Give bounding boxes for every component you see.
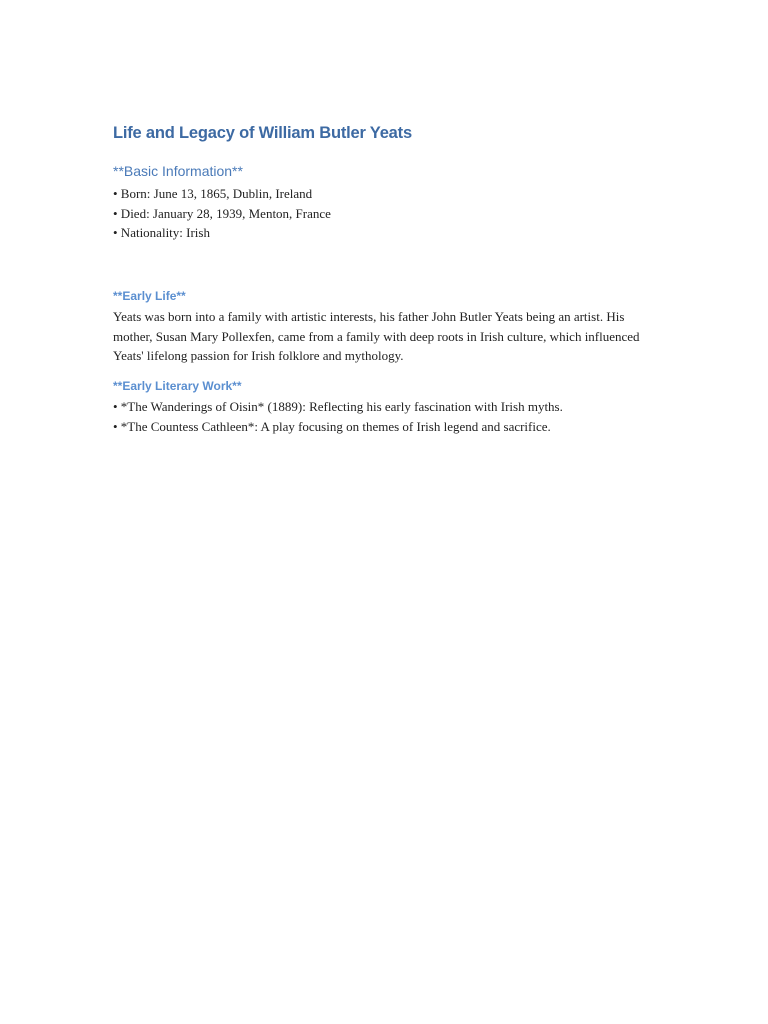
list-item-nationality: • Nationality: Irish <box>113 225 210 240</box>
document-title: Life and Legacy of William Butler Yeats <box>113 124 412 142</box>
early-life-heading: **Early Life** <box>113 289 186 303</box>
list-item-countess-cathleen: • *The Countess Cathleen*: A play focusing on themes of Irish legend and sacrifice. <box>113 418 551 434</box>
early-literary-work-heading: **Early Literary Work** <box>113 379 242 393</box>
early-literary-work-list <box>113 397 563 436</box>
basic-information-list <box>113 184 331 243</box>
basic-information-heading: **Basic Information** <box>113 163 243 179</box>
early-life-paragraph: Yeats was born into a family with artistic interests, his father John Butler Yeats being an artist. His mother, Susan Mary Pollexfen, came from a family with deep roots in Irish culture, which influenced Yeats' lifelong passion for Irish folklore and mythology. <box>113 309 640 363</box>
list-item-born: • Born: June 13, 1865, Dublin, Ireland <box>113 186 313 201</box>
list-item-wanderings-of-oisin: • *The Wanderings of Oisin* (1889): Reflecting his early fascination with Irish myths. <box>113 399 563 414</box>
list-item-died: • Died: January 28, 1939, Menton, France <box>113 205 331 221</box>
